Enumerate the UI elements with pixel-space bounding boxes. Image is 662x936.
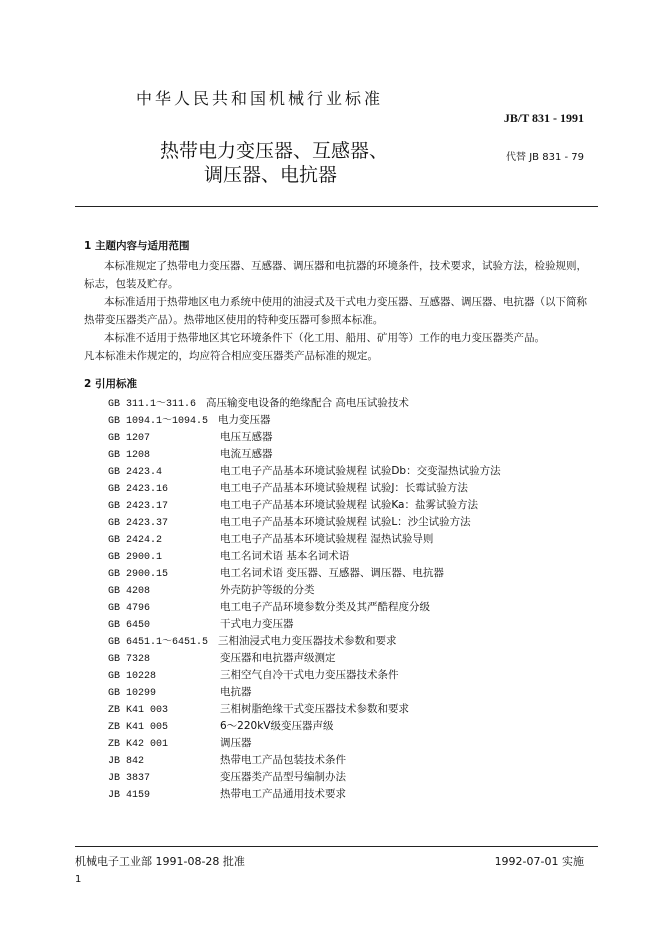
reference-item — [108, 463, 501, 480]
reference-item — [108, 497, 478, 514]
reference-title: 电工电子产品基本环境试验规程 试验L：沙尘试验方法 — [220, 516, 471, 528]
reference-item — [108, 599, 430, 616]
reference-item — [108, 548, 349, 565]
reference-code: GB 2423.16 — [108, 484, 169, 495]
reference-title: 电工电子产品基本环境试验规程 湿热试验导则 — [220, 533, 434, 545]
reference-code: GB 1094.1～1094.5 — [108, 416, 209, 427]
standard-number: JB/T 831 - 1991 — [503, 111, 584, 125]
section1-body — [84, 257, 596, 365]
reference-title: 电工电子产品环境参数分类及其严酷程度分级 — [220, 601, 430, 613]
reference-title: 变压器类产品型号编制办法 — [220, 771, 346, 783]
reference-code: GB 311.1～311.6 — [108, 399, 197, 410]
reference-title: 电流互感器 — [220, 448, 273, 460]
reference-code: GB 10228 — [108, 671, 157, 682]
reference-code: ZB K41 003 — [108, 705, 169, 716]
reference-code: ZB K41 005 — [108, 722, 169, 733]
reference-item — [108, 582, 315, 599]
section1-paragraph: 本标准适用于热带地区电力系统中使用的油浸式及干式电力变压器、互感器、调压器、电抗器（以下简称热带变压器类产品）。热带地区使用的特种变压器可参照本标准。 — [84, 296, 587, 326]
reference-title: 三相油浸式电力变压器技术参数和要求 — [218, 635, 397, 647]
reference-code: GB 10299 — [108, 688, 157, 699]
section1-heading: 1 主题内容与适用范围 — [84, 240, 190, 252]
reference-item — [108, 684, 252, 701]
replaces-standard: 代替 JB 831 - 79 — [506, 152, 584, 163]
reference-title: 高压输变电设备的绝缘配合 高电压试验技术 — [206, 397, 409, 409]
reference-code: GB 2900.1 — [108, 552, 163, 563]
footer-divider — [75, 846, 598, 847]
page-number: 1 — [75, 874, 82, 885]
reference-code: JB 3837 — [108, 773, 151, 784]
reference-item — [108, 480, 468, 497]
reference-title: 热带电工产品包装技术条件 — [220, 754, 346, 766]
reference-item — [108, 735, 252, 752]
reference-item — [108, 616, 294, 633]
document-title-line2: 调压器、电抗器 — [204, 164, 338, 186]
reference-item — [108, 752, 346, 769]
reference-title: 三相树脂绝缘干式变压器技术参数和要求 — [220, 703, 409, 715]
reference-item — [108, 395, 409, 412]
reference-code: GB 7328 — [108, 654, 151, 665]
header-divider — [75, 206, 598, 207]
reference-title: 电抗器 — [220, 686, 252, 698]
reference-item — [108, 514, 471, 531]
reference-code: GB 4796 — [108, 603, 151, 614]
reference-code: GB 1207 — [108, 433, 151, 444]
reference-item — [108, 650, 336, 667]
implementation-date: 1992-07-01 实施 — [494, 855, 584, 868]
reference-item — [108, 412, 271, 429]
section1-paragraph: 本标准不适用于热带地区其它环境条件下（化工用、船用、矿用等）工作的电力变压器类产品。 — [104, 332, 545, 344]
section2-heading: 2 引用标准 — [84, 378, 137, 390]
reference-title: 热带电工产品通用技术要求 — [220, 788, 346, 800]
reference-item — [108, 786, 346, 803]
reference-title: 电工名词术语 变压器、互感器、调压器、电抗器 — [220, 567, 444, 579]
approval-line: 机械电子工业部 1991-08-28 批准 — [75, 855, 245, 868]
reference-title: 电工电子产品基本环境试验规程 试验Ka：盐雾试验方法 — [220, 499, 478, 511]
reference-title: 外壳防护等级的分类 — [220, 584, 315, 596]
reference-item — [108, 633, 397, 650]
reference-item — [108, 667, 399, 684]
reference-title: 干式电力变压器 — [220, 618, 294, 630]
reference-item — [108, 718, 334, 735]
issuing-organization: 中华人民共和国机械行业标准 — [136, 89, 384, 108]
reference-code: JB 4159 — [108, 790, 151, 801]
reference-code: GB 2423.17 — [108, 501, 169, 512]
reference-title: 调压器 — [220, 737, 252, 749]
reference-item — [108, 701, 409, 718]
reference-code: GB 2423.4 — [108, 467, 163, 478]
reference-code: GB 4208 — [108, 586, 151, 597]
reference-code: ZB K42 001 — [108, 739, 169, 750]
reference-item — [108, 769, 346, 786]
reference-title: 电工电子产品基本环境试验规程 试验Db：交变湿热试验方法 — [220, 465, 501, 477]
reference-title: 6～220kV级变压器声级 — [220, 720, 334, 732]
reference-item — [108, 531, 433, 548]
section1-paragraph: 凡本标准未作规定的，均应符合相应变压器类产品标准的规定。 — [84, 350, 378, 362]
reference-title: 三相空气自冷干式电力变压器技术条件 — [220, 669, 399, 681]
reference-item — [108, 446, 273, 463]
reference-code: JB 842 — [108, 756, 145, 767]
section1-paragraph: 本标准规定了热带电力变压器、互感器、调压器和电抗器的环境条件，技术要求，试验方法，检验规则，标志，包装及贮存。 — [84, 260, 587, 290]
reference-code: GB 1208 — [108, 450, 151, 461]
reference-title: 电力变压器 — [218, 414, 271, 426]
reference-title: 电压互感器 — [220, 431, 273, 443]
reference-title: 变压器和电抗器声级测定 — [220, 652, 336, 664]
reference-code: GB 2423.37 — [108, 518, 169, 529]
reference-code: GB 2424.2 — [108, 535, 163, 546]
reference-code: GB 6450 — [108, 620, 151, 631]
reference-item — [108, 429, 273, 446]
reference-title: 电工名词术语 基本名词术语 — [220, 550, 350, 562]
reference-code: GB 2900.15 — [108, 569, 169, 580]
reference-title: 电工电子产品基本环境试验规程 试验J：长霉试验方法 — [220, 482, 468, 494]
reference-item — [108, 565, 444, 582]
document-title-line1: 热带电力变压器、互感器、 — [160, 140, 389, 162]
reference-code: GB 6451.1～6451.5 — [108, 637, 209, 648]
